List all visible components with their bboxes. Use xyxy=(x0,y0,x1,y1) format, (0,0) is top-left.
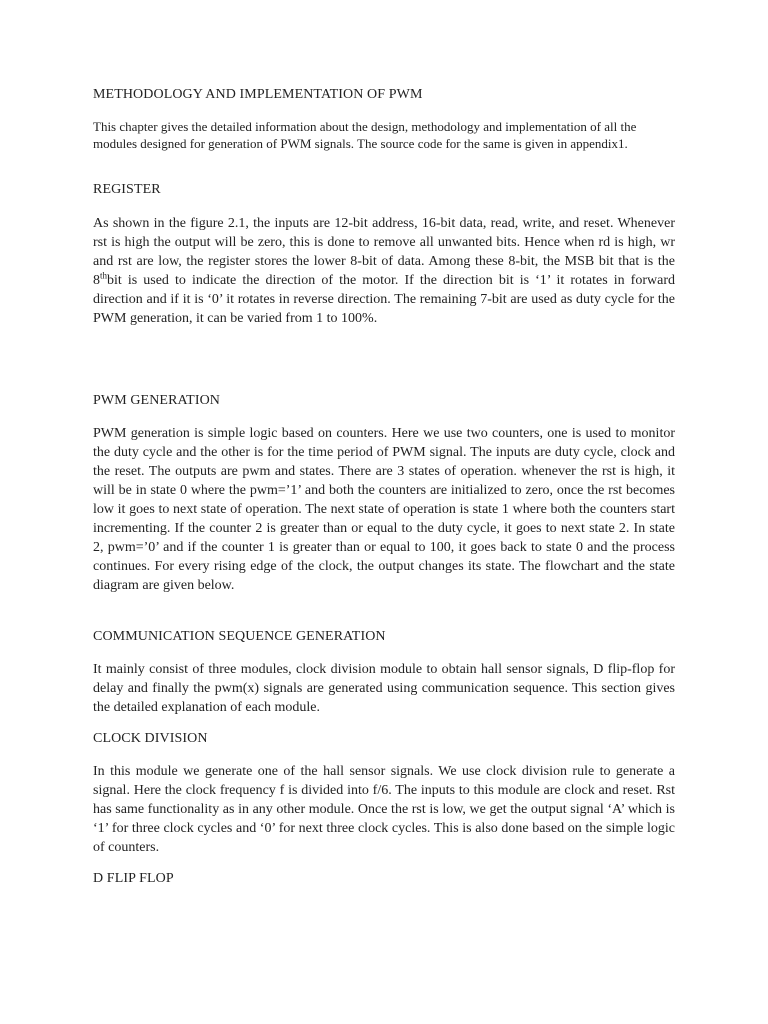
clock-division-heading: CLOCK DIVISION xyxy=(93,731,208,746)
superscript-th: th xyxy=(100,270,108,281)
register-text-part2: bit is used to indicate the direction of the motor. If the direction bit is ‘1’ it rotates in forward direction and if it is ‘0’ it rotates in reverse direction. The remaining 7-bit are used as duty cycle for the PWM generation, it can be varied from 1 to 100%. xyxy=(93,273,675,326)
intro-paragraph: This chapter gives the detailed information about the design, methodology and implementation of all the modules designed for generation of PWM signals. The source code for the same is given in appendix1. xyxy=(93,119,637,151)
register-text-part1: As shown in the figure 2.1, the inputs are 12-bit address, 16-bit data, read, write, and reset. Whenever rst is high the output will be zero, this is done to remove all unwanted bits. Hence when rd is high, wr and rst are low, the register stores the lower 8-bit of data. Among these 8-bit, the MSB bit that is the 8 xyxy=(93,216,675,288)
d-flip-flop-heading: D FLIP FLOP xyxy=(93,871,174,886)
pwm-generation-heading: PWM GENERATION xyxy=(93,393,221,408)
pwm-generation-paragraph: PWM generation is simple logic based on counters. Here we use two counters, one is used to monitor the duty cycle and the other is for the time period of PWM signal. The inputs are duty cycle, clock and the reset. The outputs are pwm and states. There are 3 states of operation. whenever the rst is high, it will be in state 0 where the pwm=’1’ and both the counters are initialized to zero, once the rst becomes low it goes to next state of operation. The next state of operation is state 1 where both the counters start incrementing. If the counter 2 is greater than or equal to the duty cycle, it goes to next state 2. In state 2, pwm=’0’ and if the counter 1 is greater than or equal to 100, it goes back to state 0 and the process continues. For every rising edge of the clock, the output changes its state. The flowchart and the state diagram are given below. xyxy=(93,426,675,593)
register-paragraph xyxy=(93,214,675,328)
communication-heading: COMMUNICATION SEQUENCE GENERATION xyxy=(93,629,386,644)
communication-paragraph: It mainly consist of three modules, clock division module to obtain hall sensor signals, D flip-flop for delay and finally the pwm(x) signals are generated using communication sequence. This section gives the detailed explanation of each module. xyxy=(93,662,675,715)
document-title: METHODOLOGY AND IMPLEMENTATION OF PWM xyxy=(93,87,423,102)
register-heading: REGISTER xyxy=(93,182,161,197)
clock-division-paragraph: In this module we generate one of the hall sensor signals. We use clock division rule to generate a signal. Here the clock frequency f is divided into f/6. The inputs to this module are clock and reset. Rst has same functionality as in any other module. Once the rst is low, we get the output signal ‘A’ which is ‘1’ for three clock cycles and ‘0’ for next three clock cycles. This is also done based on the simple logic of counters. xyxy=(93,764,675,855)
